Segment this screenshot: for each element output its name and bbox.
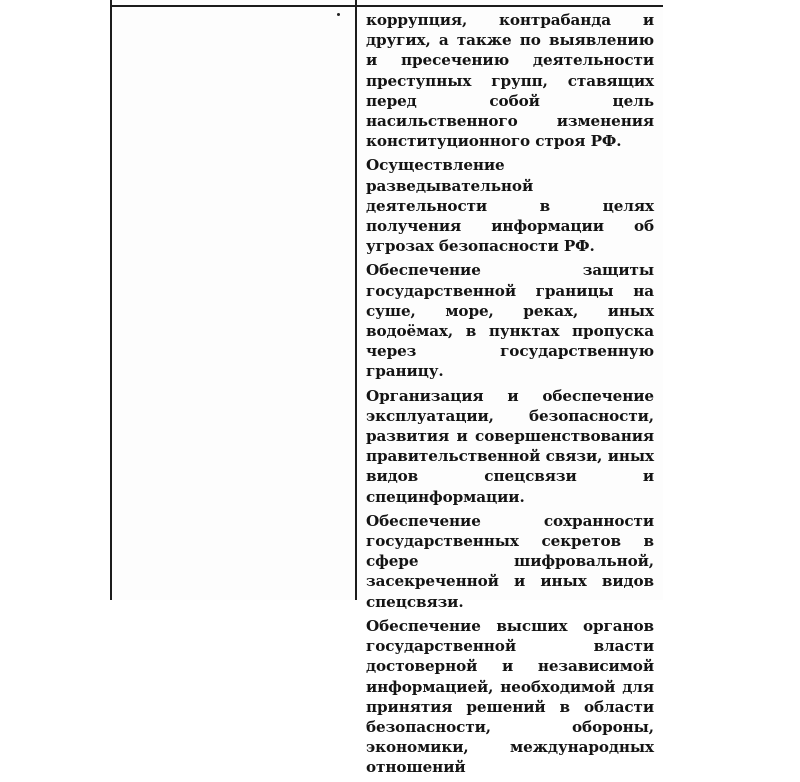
stray-dot-mark: [337, 13, 340, 16]
paragraph-5: Обеспечение сохранности государственных секретов в сфере шифровальной, засекреченной и иных видов спецсвязи.: [366, 511, 654, 611]
table-text-column: [366, 10, 654, 782]
paragraph-2: Осуществление разведывательной деятельности в целях получения информации об угрозах безопасности РФ.: [366, 156, 654, 256]
table-column-divider: [355, 0, 357, 600]
paragraph-1: коррупция, контрабанда и других, а также по выявлению и пресечению деятельности преступных групп, ставящих перед собой цель насильственного изменения конституционного строя РФ.: [366, 11, 654, 151]
paragraph-6: Обеспечение высших органов государственной власти достоверной и независимой информацией, необходимой для принятия решений в области безопасности, обороны, экономики, международных отношений: [366, 616, 654, 777]
paragraph-4: Организация и обеспечение эксплуатации, безопасности, развития и совершенствования правительственной связи, иных видов спецсвязи и специнформации.: [366, 386, 654, 506]
table-left-border: [110, 0, 112, 600]
scanned-table-fragment: [110, 0, 663, 777]
table-top-border: [110, 5, 663, 7]
paragraph-3: Обеспечение защиты государственной границы на суше, море, реках, иных водоёмах, в пунктах пропуска через государственную границу.: [366, 261, 654, 381]
